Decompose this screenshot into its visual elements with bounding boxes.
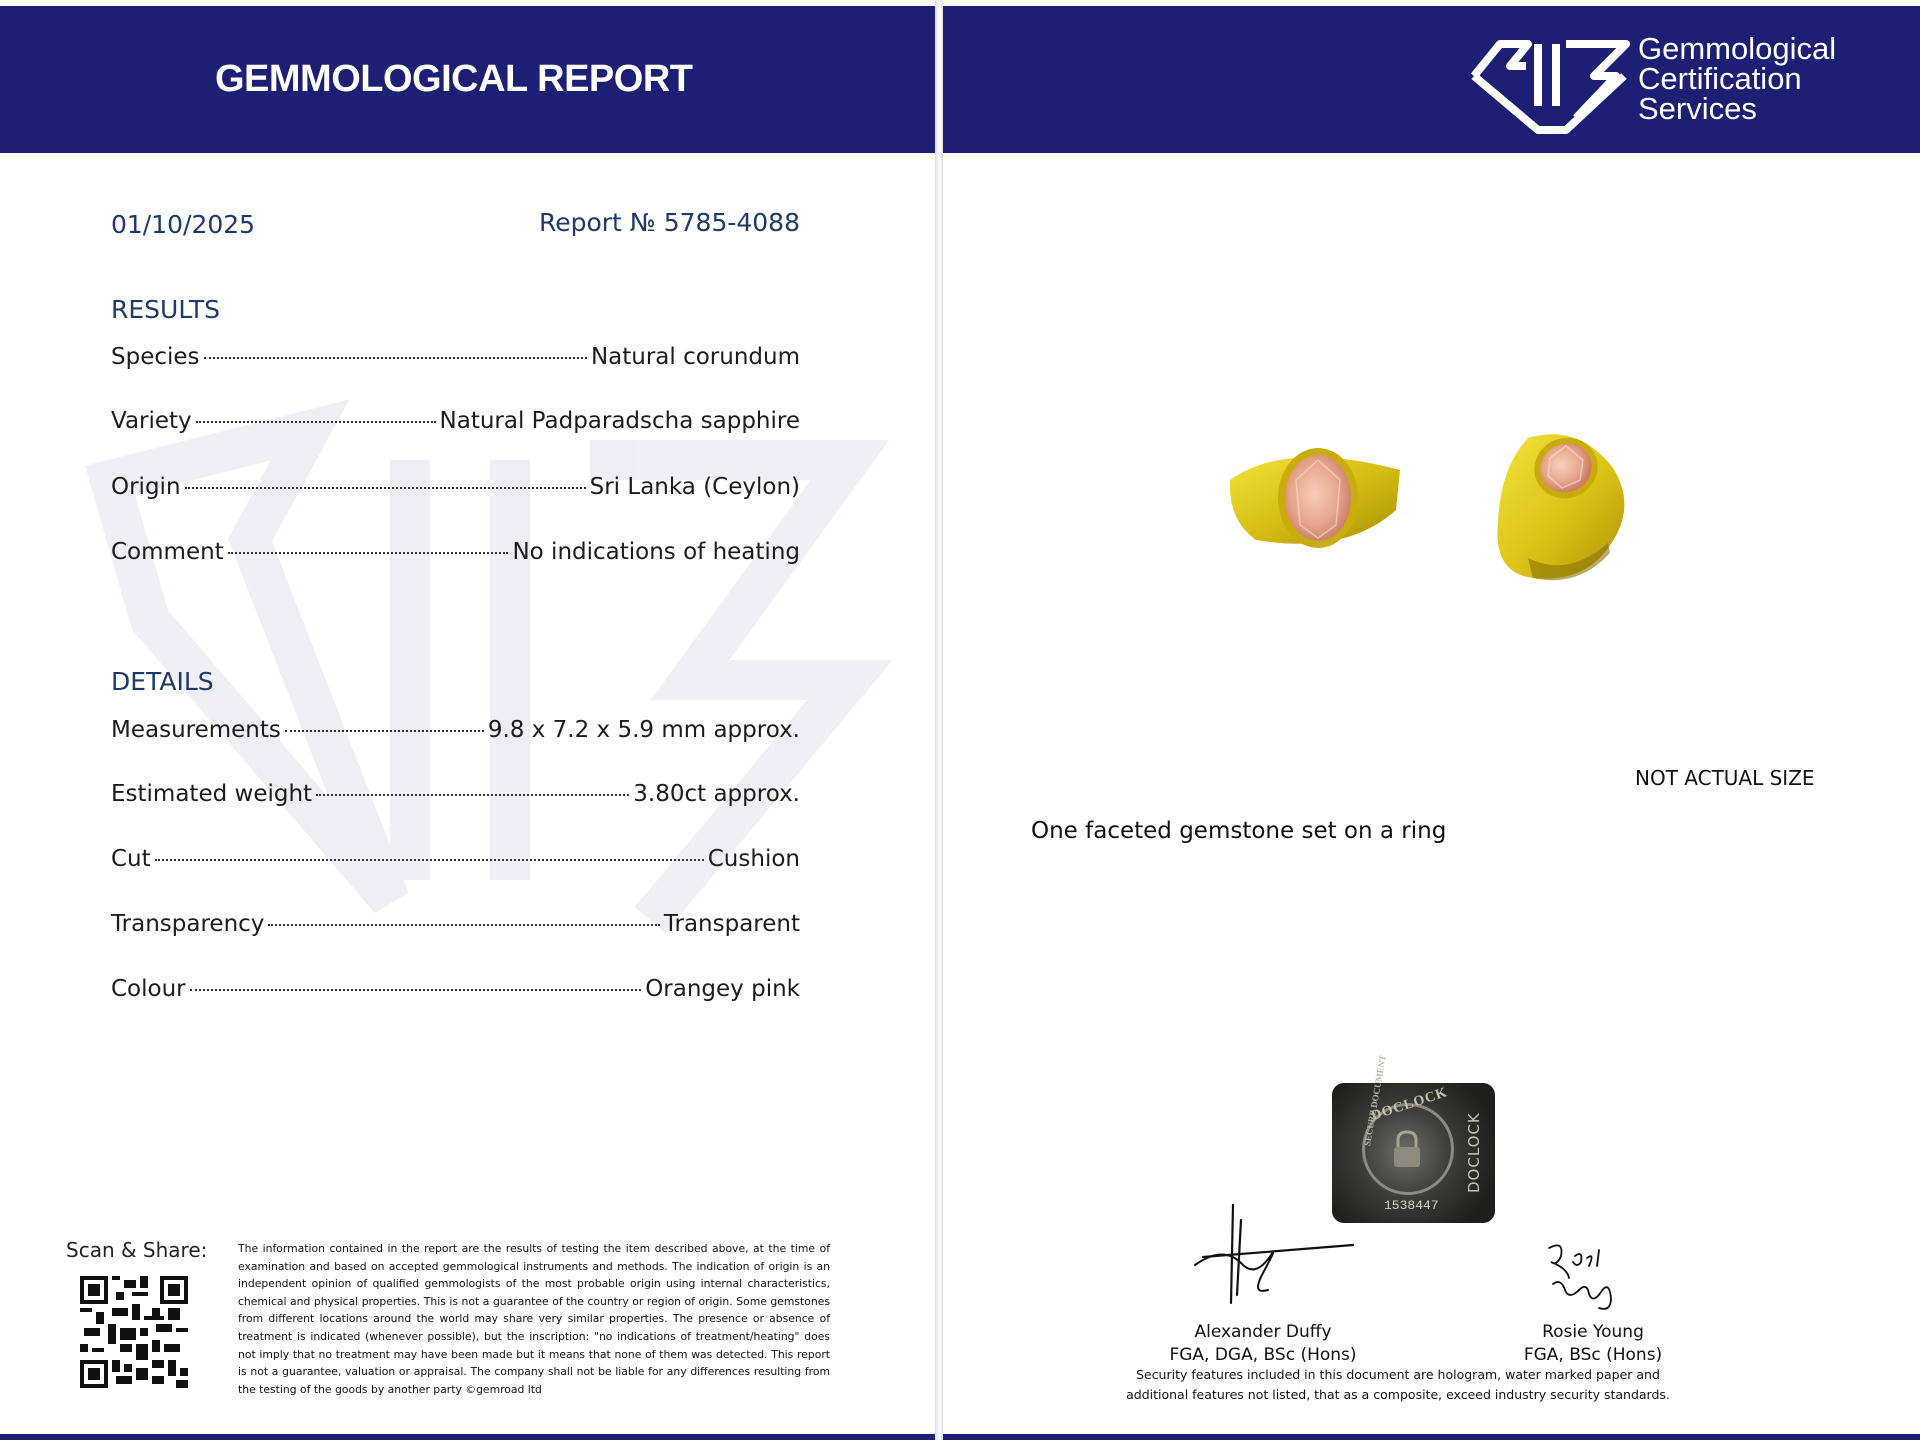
gcs-logo-icon (1466, 26, 1636, 136)
row-value: 9.8 x 7.2 x 5.9 mm approx. (487, 717, 800, 743)
detail-row-measurements (111, 717, 800, 743)
qr-code-icon[interactable] (80, 1276, 188, 1388)
footer-band (0, 1434, 937, 1440)
logo-wordmark (1638, 31, 1837, 126)
row-label: Estimated weight (111, 781, 313, 807)
scan-share-label: Scan & Share: (66, 1238, 208, 1262)
ring-photo-front (1226, 440, 1404, 560)
row-label: Origin (111, 474, 181, 500)
logo-line-2: Certification (1638, 61, 1802, 96)
hologram-serial: 1538447 (1384, 1198, 1439, 1213)
row-label: Colour (111, 976, 186, 1002)
detail-row-colour (111, 976, 800, 1002)
signature-alexander-duffy (1193, 1195, 1373, 1310)
result-row-comment (111, 539, 800, 565)
row-label: Measurements (111, 717, 281, 743)
hologram-text-ring: SECURE DOCUMENT (1362, 1054, 1388, 1147)
footer-band (943, 1434, 1920, 1440)
result-row-variety (111, 408, 800, 434)
right-page (943, 0, 1920, 1440)
hologram-text-top: DOCLOCK (1369, 1085, 1450, 1124)
row-value: No indications of heating (512, 539, 800, 565)
row-label: Transparency (111, 911, 265, 937)
padlock-icon (1390, 1129, 1424, 1169)
row-label: Variety (111, 408, 192, 434)
row-value: Cushion (707, 846, 800, 872)
details-heading: DETAILS (111, 667, 214, 696)
signatory-credentials: FGA, DGA, BSc (Hons) (1169, 1345, 1357, 1365)
logo-line-1: Gemmological (1638, 31, 1837, 66)
detail-row-weight (111, 781, 800, 807)
row-value: 3.80ct approx. (633, 781, 800, 807)
row-label: Comment (111, 539, 224, 565)
leader-dots (155, 859, 704, 861)
item-caption: One faceted gemstone set on a ring (1031, 818, 1447, 844)
signatory-name: Rosie Young (1542, 1322, 1644, 1342)
leader-dots (204, 357, 587, 359)
security-note: Security features included in this document are hologram, water marked paper and additional features not listed, that as a composite, exceed industry security standards. (1126, 1367, 1670, 1402)
signature-rosie-young (1539, 1238, 1629, 1313)
leader-dots (190, 989, 642, 991)
left-page (0, 0, 937, 1440)
leader-dots (196, 421, 436, 423)
ring-photo-angled (1488, 428, 1638, 588)
row-label: Species (111, 344, 200, 370)
leader-dots (268, 924, 659, 926)
detail-row-transparency (111, 911, 800, 937)
report-title: GEMMOLOGICAL REPORT (215, 58, 693, 100)
row-label: Cut (111, 846, 151, 872)
results-heading: RESULTS (111, 295, 220, 324)
leader-dots (228, 552, 509, 554)
row-value: Orangey pink (645, 976, 800, 1002)
report-date: 01/10/2025 (111, 210, 256, 239)
row-value: Transparent (663, 911, 800, 937)
row-value: Sri Lanka (Ceylon) (589, 474, 800, 500)
row-value: Natural Padparadscha sapphire (439, 408, 800, 434)
signatory-credentials: FGA, BSc (Hons) (1523, 1345, 1663, 1365)
row-value: Natural corundum (590, 344, 800, 370)
leader-dots (285, 730, 484, 732)
detail-row-cut (111, 846, 800, 872)
not-actual-size-note: NOT ACTUAL SIZE (1635, 766, 1815, 790)
signatory-name: Alexander Duffy (1194, 1322, 1332, 1342)
leader-dots (185, 487, 586, 489)
leader-dots (316, 794, 629, 796)
result-row-species (111, 344, 800, 370)
result-row-origin (111, 474, 800, 500)
hologram-text-side: DOCLOCK (1465, 1112, 1483, 1194)
logo-line-3: Services (1638, 91, 1757, 126)
report-number: Report № 5785-4088 (538, 208, 800, 237)
disclaimer-text: The information contained in the report are the results of testing the item described above, at the time of examination and based on accepted gemmological instruments and methods. The indication of origin is an independent opinion of qualified gemmologists of the most probable origin using internal characteristics, chemical and physical properties. This is not a guarantee of the country or region of origin. Some gemstones from different locations around the world may share very similar properties. The presence or absence of treatment is indicated (whenever possible), but the inscription: "no indications of treatment/heating" does not imply that no treatment may have been made but it means that none of them was detected. This report is not a guarantee, valuation or appraisal. The company shall not be liable for any differences resulting from the testing of the goods by another party ©gemroad ltd (238, 1242, 830, 1396)
